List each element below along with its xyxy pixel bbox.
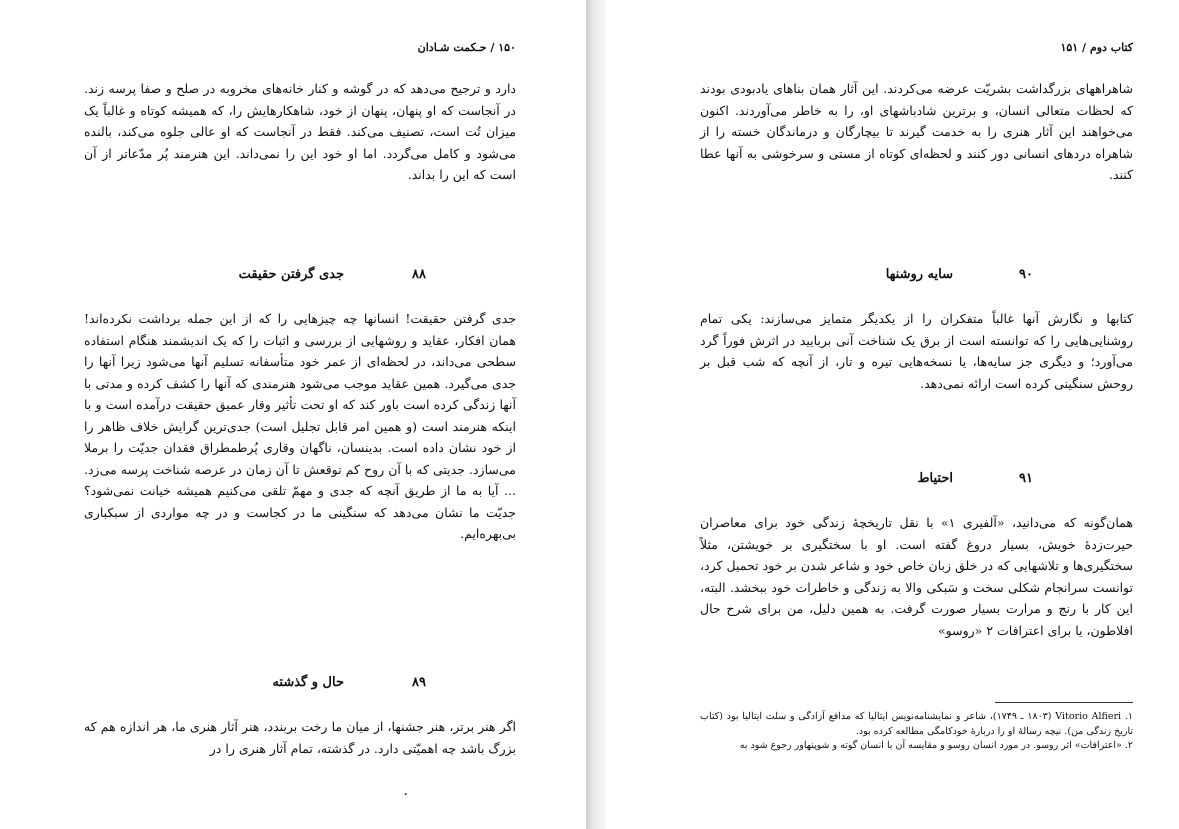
section-number: ۹۱: [1019, 471, 1033, 486]
footnote-divider: [995, 702, 1133, 703]
section-heading: [84, 264, 516, 286]
section-title: جدی گرفتن حقیقت: [238, 267, 344, 282]
paragraph: [84, 78, 516, 218]
paragraph-text: جدی گرفتن حقیقت! انسانها چه چیزهایی را که از این جمله برداشت نکرده‌اند! همان افکار، عقاید و روشهایی از بررسی و اثبات را که یک اندیشمند هنگام استفاده سطحی می‌داند، در لحظه‌ای از عمر خود متأسفانه تسلیم آنها می‌شود زیرا آنها را جدی می‌گیرد. همین عقاید موجب می‌شود هنرمندی که آنها را کشف کرده و مدتی با آنها زندگی کرده است باور کند که او تحت تأثیر وقار عمیق حقیقت درآمده است و با اینکه هنرمند است (و همین امر قابل تجلیل است) جدی‌ترین گرایش خلاف ظاهر را از خود نشان داده است. بدینسان، ناگهان وقاری پُرطمطراق فقدان جدیّت را برملا می‌سازد. جدیتی که با آن روح کم توقعش تا آن زمان در عرصه شناخت پرسه می‌زد. ... آیا به ما از طریق آنچه که جدی و مهمّ تلقی می‌کنیم همیشه خیانت نمی‌شود؟ جدیّت ما نشان می‌دهد که سنگینی ما در کجاست و در چه مواردی از سبکباری بی‌بهره‌ایم.: [84, 311, 516, 541]
section-heading: [700, 468, 1133, 490]
page-mark: .: [403, 783, 408, 799]
section-title: سایه روشنها: [885, 267, 953, 282]
paragraph-text: شاهراههای بزرگداشت بشریّت عرضه می‌کردند. این آثار همان بناهای یادبودی بودند که لحظات متعالی انسان، و برترین شادباشهای او، را به خاطر می‌آوردند. اکنون می‌خواهند این آثار هنری را به خدمت گیرند تا بیچارگان و درماندگان خسته را از شاهراه دردهای انسانی دور کنند و لحظه‌ای کوتاه از مستی و سرخوشی به آنها عطا کنند.: [700, 81, 1133, 182]
book-gutter: [586, 0, 606, 829]
section-heading: [700, 264, 1133, 286]
footnote: ۱. Vitorio Alfieri (۱۸۰۳ ـ ۱۷۴۹)، شاعر و نمایشنامه‌نویس ایتالیا که مدافع آزادگی و سلت ایتالیا بود (کتاب تاریخ زندگی من). نیچه رسالهٔ او را دربارهٔ خودکامگی مطالعه کرده بود.: [700, 711, 1133, 737]
footnotes: [700, 710, 1133, 754]
paragraph-text: اگر هنر برتر، هنر جشنها، از میان ما رخت بربندد، هنر آثار هنری ما، هر اندازه هم که بزرگ باشد چه اهمیّتی دارد. در گذشته، تمام آثار هنری را در: [84, 719, 516, 756]
paragraph: [84, 308, 516, 628]
paragraph: [700, 512, 1133, 687]
paragraph: [700, 78, 1133, 208]
footnote: ۲. «اعترافات» اثر روسو. در مورد انسان روسو و مقایسه آن با انسان گوته و شوپنهاور رجوع شود به: [739, 740, 1133, 751]
paragraph: [84, 716, 516, 760]
section-title: حال و گذشته: [272, 675, 344, 690]
page-header: ۱۵۰ / حـکمت شـادان: [417, 41, 516, 54]
paragraph-text: دارد و ترجیح می‌دهد که در گوشه و کنار خانه‌های مخروبه در صلح و صفا پرسه زند. در آنجاست که او پنهان، پنهان از خود، شاهکارهایش را، که همیشه کوتاه و غالباً یک میزان تُت است، تصنیف می‌کند. فقط در آنجاست که او عالی جلوه می‌کند، بالنده می‌شود و کامل می‌گردد. اما او خود این را نمی‌داند. این هنرمند پُر مدّعاتر از آن است که این را بداند.: [84, 81, 516, 182]
section-number: ۸۸: [412, 267, 426, 282]
right-page: [700, 28, 1133, 808]
section-number: ۸۹: [412, 675, 426, 690]
paragraph-text: همان‌گونه که می‌دانید، «آلفیری ۱» با نقل تاریخچهٔ زندگی خود برای معاصران حیرت‌زدهٔ خویش، بسیار دروغ گفته است. او با سختگیری بر خویشتن، مثلاً سختگیری‌ها و تلاشهایی که در خلق زبان خاص خود و شاعر شدن بر خود تحمیل کرد، توانست سرانجام شکلی سخت و سَبکی والا به زندگی و خاطرات خود ببخشد. البته، این کار با رنج و مرارت بسیار صورت گرفت. به همین دلیل، من برای شرح حال افلاطون، یا برای اعترافات ۲ «روسو»: [700, 515, 1133, 638]
section-heading: [84, 672, 516, 694]
paragraph-text: کتابها و نگارش آنها غالباً متفکران را از یکدیگر متمایز می‌سازند: یکی تمام روشنایی‌هایی را که توانسته است از برق یک شناخت آنی بربایید در اثرش فوراً گرد می‌آورد؛ و دیگری جز سایه‌ها، یا نسخه‌هایی تیره و تار، از آنچه که شب قبل بر روحش سنگینی کرده است ارائه نمی‌دهد.: [700, 311, 1133, 391]
section-title: احتیاط: [917, 471, 953, 486]
section-number: ۹۰: [1019, 267, 1033, 282]
left-page: [84, 28, 516, 808]
page-header: کتاب دوم / ۱۵۱: [1060, 41, 1133, 54]
paragraph: [700, 308, 1133, 398]
